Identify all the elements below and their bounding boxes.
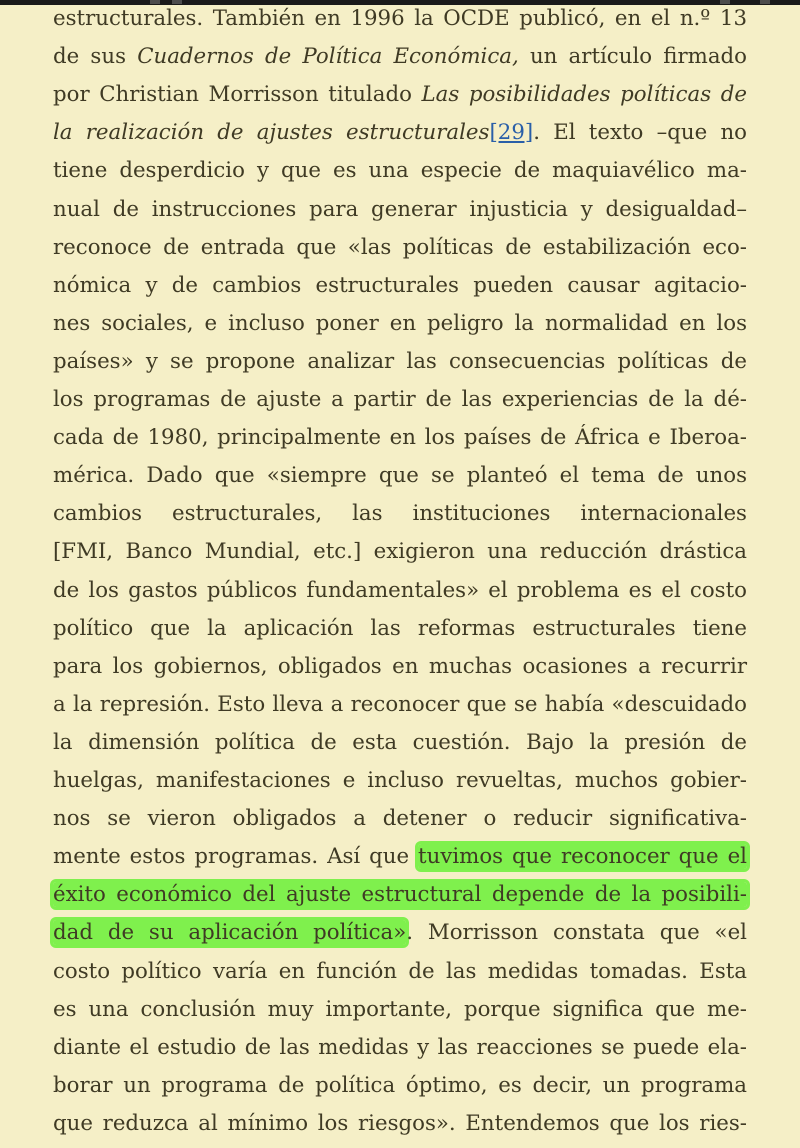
text-line xyxy=(53,762,747,800)
text-line xyxy=(53,191,747,229)
text-line xyxy=(53,686,747,724)
text-run: borar un programa de política óptimo, es decir, un programa xyxy=(53,1072,747,1098)
text-line xyxy=(53,572,747,610)
text-run: los programas de ajuste a partir de las experiencias de la dé- xyxy=(53,387,747,412)
italic-text: Las posibilidades políticas de xyxy=(421,82,747,108)
italic-text: Cuadernos de Política Económica, xyxy=(137,44,519,70)
text-run: político que la aplicación las reformas estructurales tiene xyxy=(53,615,747,641)
text-run: nes sociales, e incluso poner en peligro la normalidad en los xyxy=(53,310,747,336)
text-line xyxy=(53,305,747,343)
text-line xyxy=(53,495,747,533)
text-line xyxy=(53,343,747,381)
text-run: . El texto –que no xyxy=(533,120,747,146)
text-run: reconoce de entrada que «las políticas de estabilización eco- xyxy=(53,234,747,260)
text-run: de sus xyxy=(53,44,138,70)
text-line xyxy=(53,1029,747,1067)
footnote-link[interactable]: [29] xyxy=(489,120,534,146)
text-line xyxy=(53,419,747,457)
battery-icon xyxy=(760,0,770,4)
text-run: cada de 1980, principalmente en los países de África e Iberoa- xyxy=(53,425,747,451)
text-run: [FMI, Banco Mundial, etc.] exigieron una reducción drástica xyxy=(53,539,747,565)
text-line xyxy=(53,610,747,648)
text-line xyxy=(53,267,747,305)
text-line xyxy=(53,800,747,838)
text-run: países» y se propone analizar las consecuencias políticas de xyxy=(53,348,747,374)
text-line xyxy=(53,457,747,495)
italic-text: la realización de ajustes estructurales xyxy=(53,120,490,146)
highlighted-text: éxito económico del ajuste estructural depende de la posibili- xyxy=(53,882,747,908)
text-run: diante el estudio de las medidas y las reacciones se puede ela- xyxy=(53,1034,747,1060)
text-line xyxy=(53,0,747,38)
text-run: . Morrisson constata que «el xyxy=(406,920,747,946)
text-run: que reduzca al mínimo los riesgos». Entendemos que los ries- xyxy=(53,1110,747,1136)
text-run: nómica y de cambios estructurales pueden causar agitacio- xyxy=(53,272,747,298)
text-run: estructurales. También en 1996 la OCDE publicó, en el n.º 13 xyxy=(53,6,747,31)
text-line xyxy=(53,1067,747,1105)
text-run: costo político varía en función de las medidas tomadas. Esta xyxy=(53,958,747,984)
text-run: de los gastos públicos fundamentales» el problema es el costo xyxy=(53,577,747,603)
text-line xyxy=(53,876,747,914)
text-line xyxy=(53,1105,747,1143)
text-line xyxy=(53,991,747,1029)
text-run: huelgas, manifestaciones e incluso revueltas, muchos gobier- xyxy=(53,768,747,793)
text-line xyxy=(53,152,747,190)
text-line xyxy=(53,114,747,152)
text-line xyxy=(53,229,747,267)
text-line xyxy=(53,648,747,686)
text-run: mérica. Dado que «siempre que se planteó el tema de unos xyxy=(53,463,747,489)
highlighted-text: tuvimos que reconocer que el xyxy=(418,844,747,870)
text-run: nos se vieron obligados a detener o reducir significativa- xyxy=(53,806,747,832)
text-line xyxy=(53,838,747,876)
text-line xyxy=(53,76,747,114)
text-line xyxy=(53,914,747,952)
text-run: a la represión. Esto lleva a reconocer que se había «descuidado xyxy=(53,691,747,717)
highlighted-text: dad de su aplicación política» xyxy=(53,920,407,946)
text-run: nual de instrucciones para generar injusticia y desigualdad– xyxy=(53,196,747,222)
text-line xyxy=(53,533,747,571)
text-line xyxy=(53,381,747,419)
text-run: por Christian Morrisson titulado xyxy=(53,82,422,108)
text-line xyxy=(53,724,747,762)
text-run: es una conclusión muy importante, porque significa que me- xyxy=(53,996,747,1022)
text-run: para los gobiernos, obligados en muchas ocasiones a recurrir xyxy=(53,653,747,679)
text-line xyxy=(53,38,747,76)
text-run: la dimensión política de esta cuestión. Bajo la presión de xyxy=(53,729,747,755)
text-run: tiene desperdicio y que es una especie de maquiavélico ma- xyxy=(53,158,747,184)
text-run: mente estos programas. Así que xyxy=(53,844,419,870)
text-run: cambios estructurales, las instituciones internacionales xyxy=(53,501,747,527)
text-run: un artículo firmado xyxy=(518,44,748,70)
text-line xyxy=(53,953,747,991)
